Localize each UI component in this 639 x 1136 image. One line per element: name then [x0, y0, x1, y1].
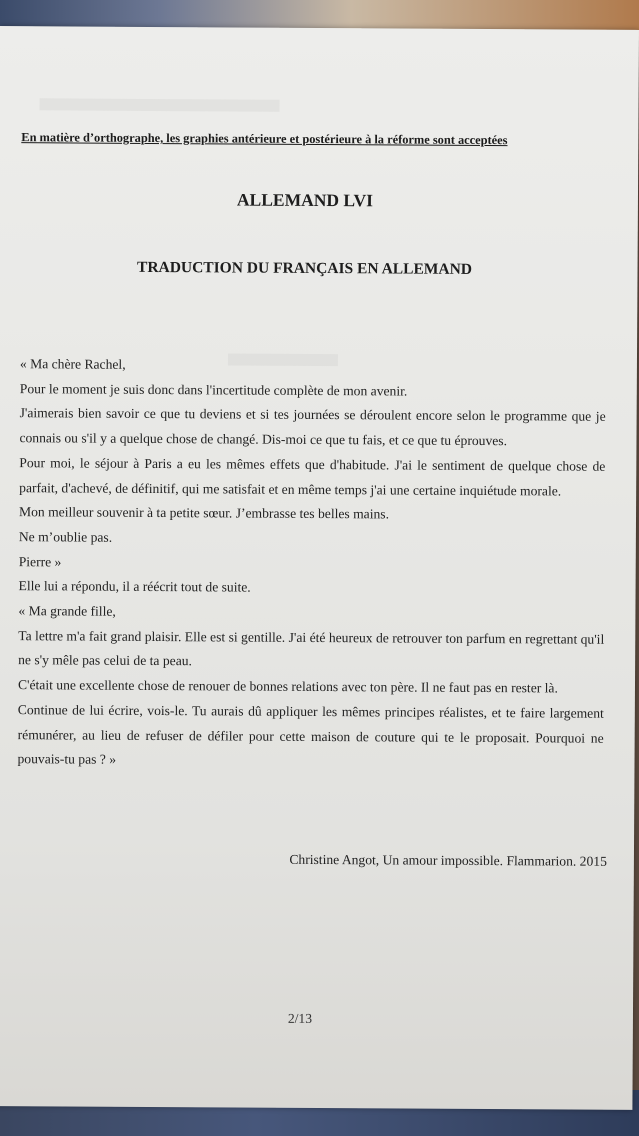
paragraph: Pour moi, le séjour à Paris a eu les mêmes effets que d'habitude. J'ai le sentiment de quelque chose de parfait, d'achevé, de définitif, qui me satisfait et en même temps j'ai une certaine inquiétude morale.	[19, 454, 606, 499]
paragraph: Pierre »	[18, 553, 62, 570]
paragraph: C'était une excellente chose de renouer de bonnes relations avec ton père. Il ne faut pas en rester là.	[17, 677, 558, 696]
paragraph: J'aimerais bien savoir ce que tu deviens et si tes journées se déroulent encore selon le programme que je connais ou s'il y a quelque chose de changé. Dis-moi ce que tu fais, et ce que tu éprouves.	[19, 405, 606, 449]
paragraph: « Ma chère Rachel,	[19, 356, 126, 372]
paragraph: Ta lettre m'a fait grand plaisir. Elle est si gentille. J'ai été heureux de retrouver ton parfum en regrettant qu'il ne s'y mêle pas celui de ta peau.	[18, 627, 605, 669]
show-through-header	[39, 98, 279, 111]
source-citation: Christine Angot, Un amour impossible. Flammarion. 2015	[289, 851, 607, 869]
page-number: 2/13	[287, 1010, 313, 1026]
paragraph: Continue de lui écrire, vois-le. Tu aurais dû appliquer les mêmes principes réalistes, et te faire largement rémunérer, au lieu de refuser de défiler pour cette maison de couture qui te le proposait. Pourquoi ne pouvais-tu pas ? »	[17, 702, 604, 768]
paragraph: Elle lui a répondu, il a réécrit tout de suite.	[18, 578, 251, 595]
exam-page	[0, 26, 639, 1110]
paragraph: Pour le moment je suis donc dans l'incertitude complète de mon avenir.	[19, 380, 408, 399]
paragraph: Ne m’oublie pas.	[18, 529, 113, 545]
paragraph: Mon meilleur souvenir à ta petite sœur. J’embrasse tes belles mains.	[18, 504, 390, 522]
page-subtitle: TRADUCTION DU FRANÇAIS EN ALLEMAND	[136, 258, 473, 278]
translation-text	[17, 352, 606, 776]
spelling-notice: En matière d’orthographe, les graphies antérieure et postérieure à la réforme sont acceptées	[21, 130, 508, 148]
page-title: ALLEMAND LVI	[236, 189, 373, 211]
paragraph: « Ma grande fille,	[18, 603, 116, 619]
